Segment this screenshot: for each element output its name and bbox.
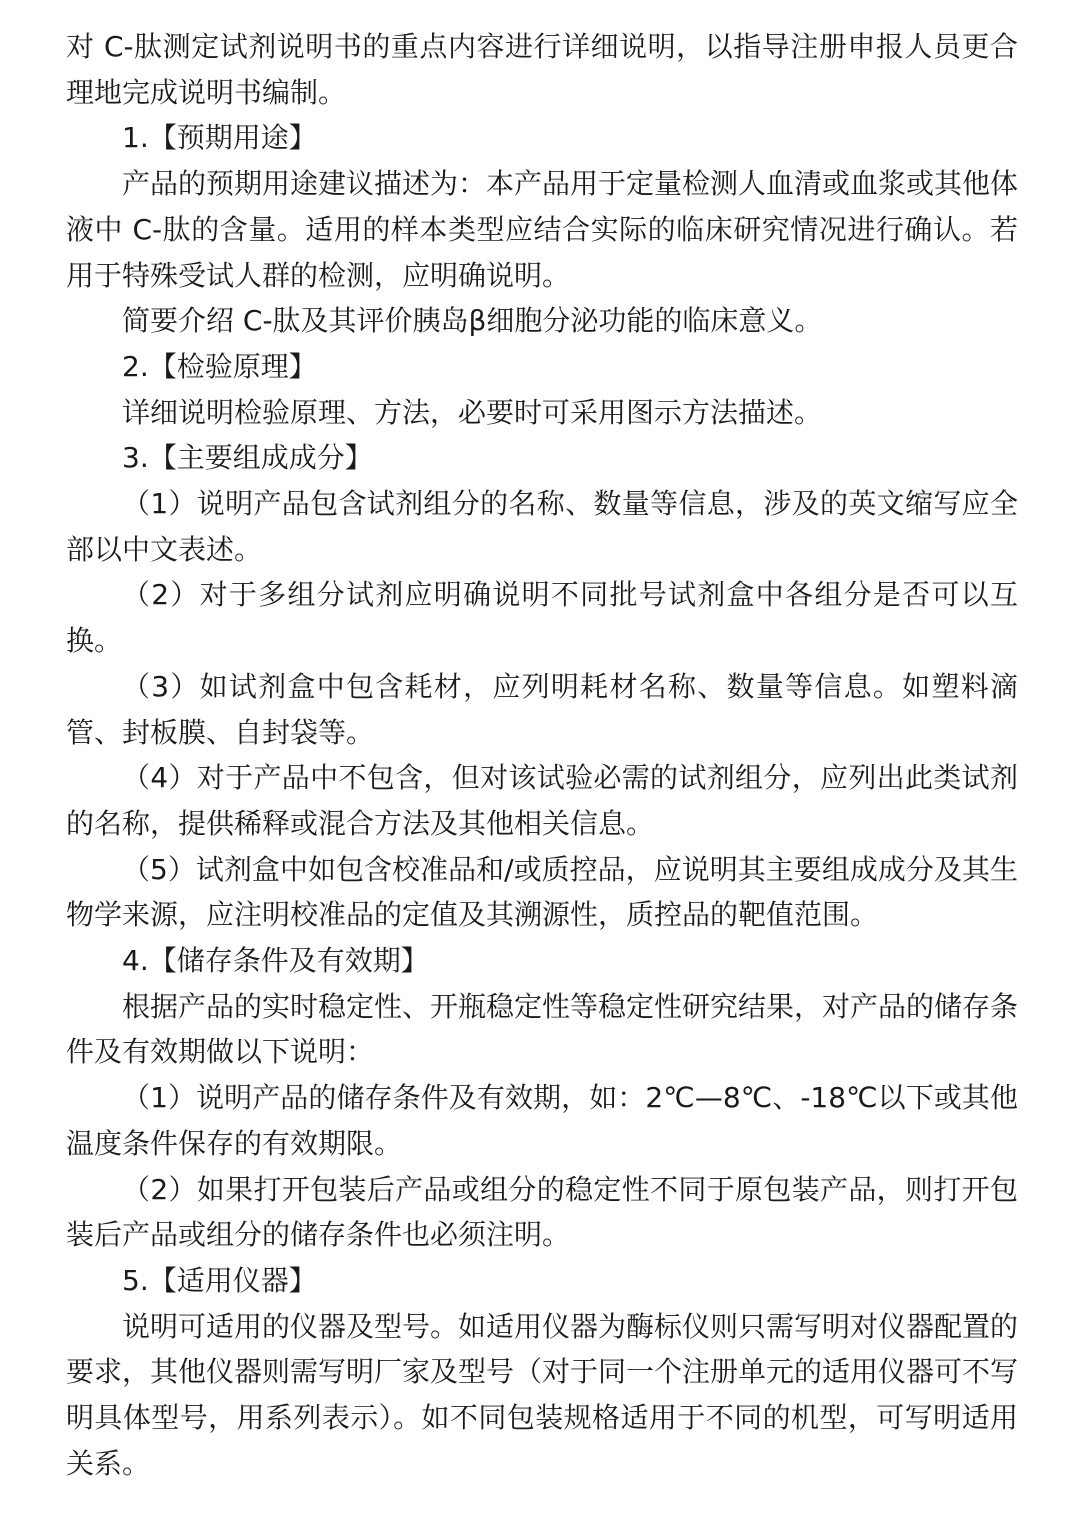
intro-paragraph: 对 C-肽测定试剂说明书的重点内容进行详细说明，以指导注册申报人员更合理地完成说明书编制。	[66, 30, 1018, 109]
components-item-1: （1）说明产品包含试剂组分的名称、数量等信息，涉及的英文缩写应全部以中文表述。	[66, 487, 1018, 566]
storage-item-2: （2）如果打开包装后产品或组分的稳定性不同于原包装产品，则打开包装后产品或组分的储存条件也必须注明。	[66, 1172, 1018, 1252]
section-heading-test-principle: 2.【检验原理】	[122, 349, 317, 383]
section-heading-applicable-instruments: 5.【适用仪器】	[122, 1263, 317, 1297]
storage-intro-paragraph: 根据产品的实时稳定性、开瓶稳定性等稳定性研究结果，对产品的储存条件及有效期做以下说明：	[66, 989, 1019, 1069]
components-item-4: （4）对于产品中不包含，但对该试验必需的试剂组分，应列出此类试剂的名称，提供稀释或混合方法及其他相关信息。	[66, 761, 1018, 840]
section-heading-storage: 4.【储存条件及有效期】	[122, 944, 429, 978]
components-item-3: （3）如试剂盒中包含耗材，应列明耗材名称、数量等信息。如塑料滴管、封板膜、自封袋等。	[66, 669, 1018, 749]
section-heading-main-components: 3.【主要组成成分】	[122, 441, 373, 475]
clinical-significance-paragraph: 简要介绍 C-肽及其评价胰岛β细胞分泌功能的临床意义。	[122, 304, 823, 338]
components-item-5: （5）试剂盒中如包含校准品和/或质控品，应说明其主要组成成分及其生物学来源，应注明校准品的定值及其溯源性，质控品的靶值范围。	[66, 852, 1018, 932]
intended-use-paragraph: 产品的预期用途建议描述为：本产品用于定量检测人血清或血浆或其他体液中 C-肽的含量。适用的样本类型应结合实际的临床研究情况进行确认。若用于特殊受试人群的检测，应明确说明。	[66, 167, 1019, 292]
section-heading-intended-use: 1.【预期用途】	[122, 121, 317, 155]
test-principle-paragraph: 详细说明检验原理、方法，必要时可采用图示方法描述。	[122, 395, 823, 429]
applicable-instruments-paragraph: 说明可适用的仪器及型号。如适用仪器为酶标仪则只需写明对仪器配置的要求，其他仪器则需写明厂家及型号（对于同一个注册单元的适用仪器可不写明具体型号，用系列表示）。如不同包装规格适用于不同的机型，可写明适用关系。	[66, 1309, 1019, 1480]
storage-item-1: （1）说明产品的储存条件及有效期，如：2℃—8℃、-18℃以下或其他温度条件保存的有效期限。	[66, 1081, 1018, 1160]
components-item-2: （2）对于多组分试剂应明确说明不同批号试剂盒中各组分是否可以互换。	[66, 578, 1018, 658]
